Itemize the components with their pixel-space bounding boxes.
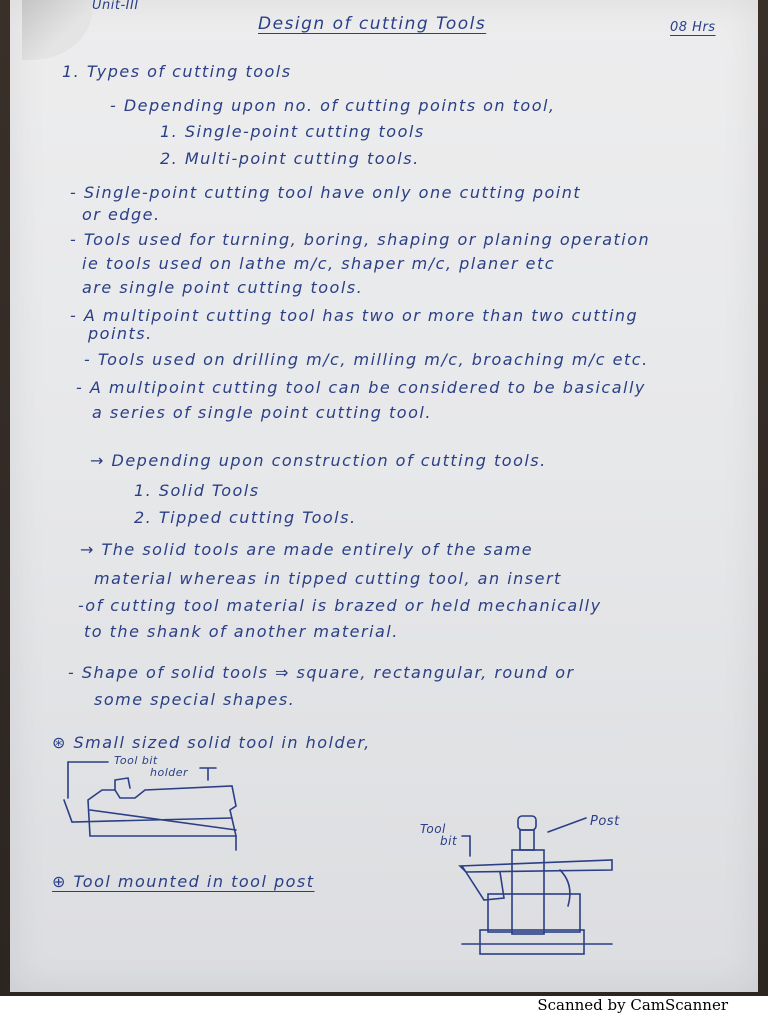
line: a series of single point cutting tool. [92, 403, 432, 422]
line: - A multipoint cutting tool can be considered to be basically [76, 378, 646, 397]
tool-holder-sketch [64, 762, 236, 850]
line: - Depending upon no. of cutting points on tool, [110, 96, 556, 115]
line: ie tools used on lathe m/c, shaper m/c, planer etc [82, 254, 556, 273]
line: - Tools used for turning, boring, shaping or planing operation [70, 230, 651, 249]
line: 1. Single-point cutting tools [160, 122, 425, 141]
line: → Depending upon construction of cutting tools. [90, 451, 547, 470]
line: 2. Tipped cutting Tools. [134, 508, 357, 527]
sketch-label: holder [150, 766, 189, 779]
line: - Shape of solid tools ⇒ square, rectangular, round or [68, 663, 575, 682]
sketch-label: bit [440, 834, 458, 848]
page-title: Design of cutting Tools [258, 14, 487, 34]
line: to the shank of another material. [84, 622, 399, 641]
unit-label: Unit-III [92, 0, 139, 13]
heading-types: 1. Types of cutting tools [62, 62, 292, 81]
tool-post-sketch [460, 816, 612, 954]
line: points. [88, 324, 153, 343]
heading-small-tool: ⊛ Small sized solid tool in holder, [52, 733, 371, 752]
sketch-label: Tool [420, 822, 446, 836]
line: or edge. [82, 205, 161, 224]
hours-label: 08 Hrs [670, 20, 716, 35]
line: are single point cutting tools. [82, 278, 364, 297]
line: -of cutting tool material is brazed or held mechanically [78, 596, 602, 615]
sketch-label: Tool bit [114, 754, 158, 767]
line: 1. Solid Tools [134, 481, 260, 500]
line: - Tools used on drilling m/c, milling m/c, broaching m/c etc. [84, 350, 649, 369]
line: 2. Multi-point cutting tools. [160, 149, 420, 168]
line: - Single-point cutting tool have only one cutting point [70, 183, 582, 202]
scanner-footer: Scanned by CamScanner [537, 996, 728, 1014]
line: material whereas in tipped cutting tool, an insert [94, 569, 562, 588]
line: - A multipoint cutting tool has two or more than two cutting [70, 306, 639, 325]
line: some special shapes. [94, 690, 296, 709]
heading-tool-post: ⊕ Tool mounted in tool post [52, 872, 315, 891]
sketch-label: Post [590, 814, 620, 829]
line: → The solid tools are made entirely of the same [80, 540, 534, 559]
